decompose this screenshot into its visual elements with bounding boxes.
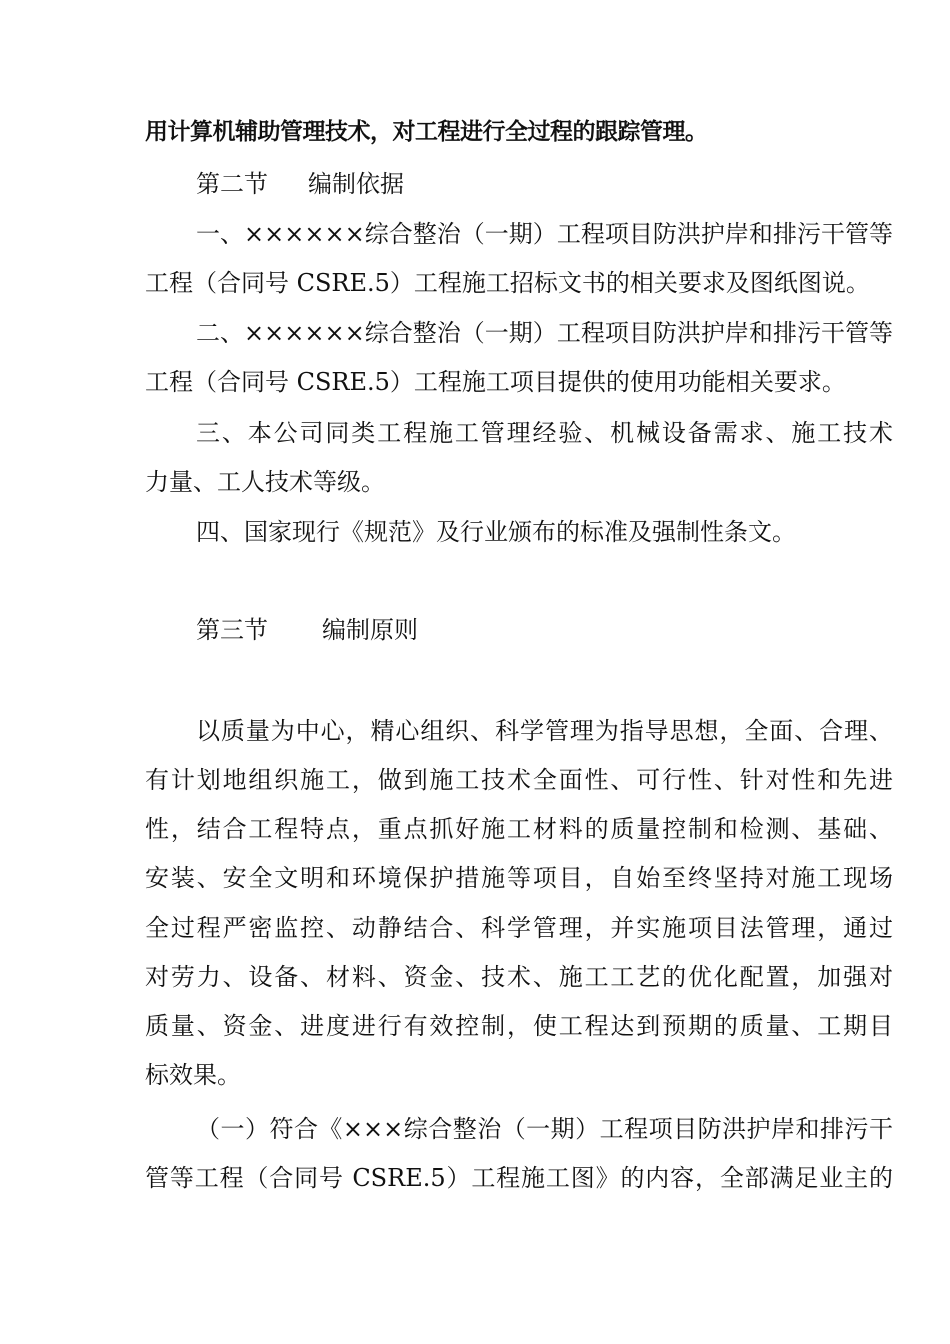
text-line: 工程（合同号 CSRE.5）工程施工招标文书的相关要求及图纸图说。 [145, 269, 870, 297]
text-line: 全过程严密监控、动静结合、科学管理，并实施项目法管理，通过 [145, 914, 893, 942]
section-title: 编制依据 [308, 170, 404, 198]
text-line: 以质量为中心，精心组织、科学管理为指导思想，全面、合理、 [196, 717, 893, 745]
section-heading-2 [196, 168, 906, 200]
section-number: 第二节 [196, 170, 268, 198]
text-line: 质量、资金、进度进行有效控制，使工程达到预期的质量、工期目 [145, 1012, 893, 1040]
text-line: （一）符合《×××综合整治（一期）工程项目防洪护岸和排污干 [196, 1115, 893, 1143]
text-line: 有计划地组织施工，做到施工技术全面性、可行性、针对性和先进 [145, 766, 893, 794]
text-line: 标效果。 [145, 1061, 241, 1089]
text-line: 力量、工人技术等级。 [145, 468, 385, 496]
text-line: 一、××××××综合整治（一期）工程项目防洪护岸和排污干管等 [196, 220, 893, 248]
text-line: 用计算机辅助管理技术，对工程进行全过程的跟踪管理。 [145, 119, 708, 145]
section-heading-3 [196, 614, 906, 646]
text-line: 管等工程（合同号 CSRE.5）工程施工图》的内容，全部满足业主的 [145, 1164, 893, 1192]
section-title: 编制原则 [322, 616, 418, 644]
text-line: 性，结合工程特点，重点抓好施工材料的质量控制和检测、基础、 [145, 815, 893, 843]
text-line: 三、本公司同类工程施工管理经验、机械设备需求、施工技术 [196, 419, 893, 447]
text-line: 对劳力、设备、材料、资金、技术、施工工艺的优化配置，加强对 [145, 963, 893, 991]
section-number: 第三节 [196, 616, 268, 644]
text-line: 安装、安全文明和环境保护措施等项目，自始至终坚持对施工现场 [145, 864, 893, 892]
text-line: 二、××××××综合整治（一期）工程项目防洪护岸和排污干管等 [196, 319, 893, 347]
text-line: 四、国家现行《规范》及行业颁布的标准及强制性条文。 [196, 518, 796, 546]
text-line: 工程（合同号 CSRE.5）工程施工项目提供的使用功能相关要求。 [145, 368, 846, 396]
